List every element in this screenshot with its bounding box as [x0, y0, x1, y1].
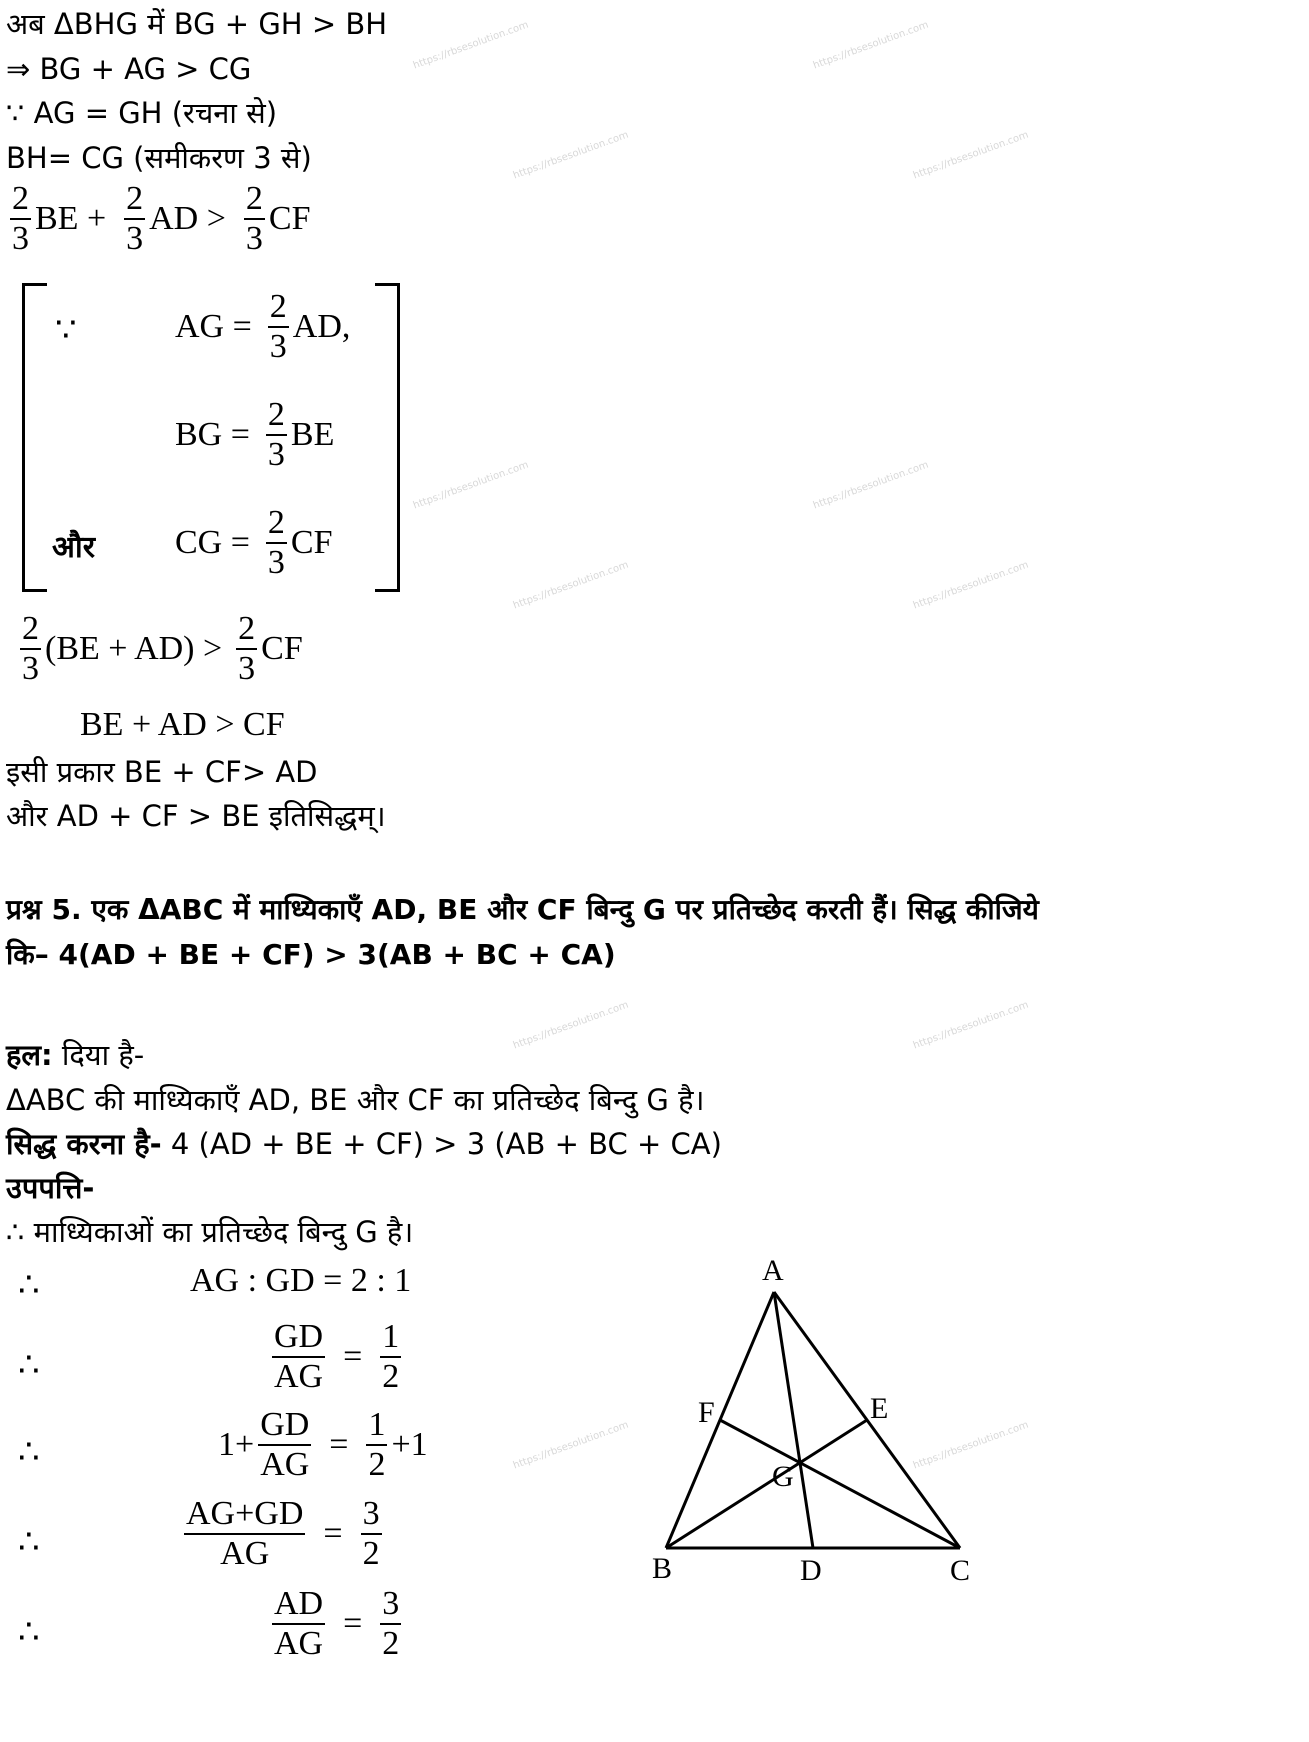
watermark: https://rbsesolution.com — [411, 459, 531, 512]
therefore-symbol: ∴ — [18, 1614, 40, 1651]
bracket-row-cg: CG = $\frac{2}{3}$ CF — [175, 504, 333, 581]
point-d-label: D — [800, 1554, 822, 1587]
derivation-row: AG : GD = 2 : 1 — [190, 1262, 412, 1299]
fraction: $\frac{AD}{AG}$ — [274, 1585, 324, 1662]
therefore-symbol: ∴ — [18, 1347, 40, 1384]
derivation-row: $\frac{AD}{AG}$ = $\frac{3}{2}$ — [274, 1585, 400, 1662]
bracket-row-bg: BG = $\frac{2}{3}$ BE — [175, 396, 335, 473]
equation-row: $\frac{2}{3}$ (BE + AD) > $\frac{2}{3}$ CF — [22, 610, 303, 687]
equation-text: BE + — [35, 200, 107, 237]
and-word: और — [52, 530, 95, 565]
vertex-b-label: B — [652, 1552, 673, 1585]
therefore-symbol: ∴ — [18, 1524, 40, 1561]
text-line: ∵ AG = GH (रचना से) — [6, 96, 278, 130]
text-line: BH= CG (समीकरण 3 से) — [6, 141, 312, 175]
vertex-a-label: A — [762, 1254, 784, 1287]
derivation-row: $\frac{GD}{AG}$ = $\frac{1}{2}$ — [274, 1318, 400, 1395]
watermark: https://rbsesolution.com — [911, 559, 1031, 612]
derivation-row: 1+ $\frac{GD}{AG}$ = $\frac{1}{2}$ +1 — [218, 1406, 428, 1483]
to-prove-line: सिद्ध करना है- 4 (AD + BE + CF) > 3 (AB + BC + CA) — [6, 1127, 722, 1161]
text-line: ⇒ BG + AG > CG — [6, 52, 252, 86]
watermark: https://rbsesolution.com — [511, 999, 631, 1052]
question-line: प्रश्न 5. एक ΔABC में माध्यिकाएँ AD, BE और CF बिन्दु G पर प्रतिच्छेद करती हैं। सिद्ध कीजिये — [6, 893, 1039, 926]
derivation-row: $\frac{AG+GD}{AG}$ = $\frac{3}{2}$ — [186, 1495, 380, 1572]
fraction: $\frac{1}{2}$ — [368, 1406, 386, 1483]
fraction: $\frac{2}{3}$ — [245, 180, 263, 257]
equation-text: AD > — [149, 200, 226, 237]
equation-row: BE + AD > CF — [80, 706, 285, 743]
equation-row — [6, 182, 311, 256]
fraction: $\frac{2}{3}$ — [269, 288, 287, 365]
fraction: $\frac{2}{3}$ — [126, 180, 144, 257]
text-line: ∴ माध्यिकाओं का प्रतिच्छेद बिन्दु G है। — [6, 1215, 414, 1249]
watermark: https://rbsesolution.com — [511, 559, 631, 612]
watermark: https://rbsesolution.com — [911, 129, 1031, 182]
median-ad — [774, 1292, 813, 1548]
watermark: https://rbsesolution.com — [511, 129, 631, 182]
fraction: $\frac{AG+GD}{AG}$ — [186, 1495, 304, 1572]
proof-heading: उपपत्ति- — [6, 1171, 95, 1205]
watermark: https://rbsesolution.com — [411, 19, 531, 72]
fraction: $\frac{2}{3}$ — [267, 504, 285, 581]
watermark: https://rbsesolution.com — [911, 1419, 1031, 1472]
text-line: इसी प्रकार BE + CF> AD — [6, 755, 318, 789]
watermark: https://rbsesolution.com — [511, 1419, 631, 1472]
centroid-g-label: G — [772, 1460, 794, 1493]
vertex-c-label: C — [950, 1554, 971, 1587]
fraction: $\frac{2}{3}$ — [12, 180, 29, 257]
left-bracket — [22, 283, 47, 592]
bracket-row-ag: AG = $\frac{2}{3}$ AD, — [175, 288, 351, 365]
therefore-symbol: ∴ — [18, 1434, 40, 1471]
fraction: $\frac{1}{2}$ — [382, 1318, 400, 1395]
text-line: और AD + CF > BE इतिसिद्धम्। — [6, 799, 386, 833]
fraction: $\frac{3}{2}$ — [362, 1495, 380, 1572]
right-bracket — [375, 283, 400, 592]
watermark: https://rbsesolution.com — [911, 999, 1031, 1052]
fraction: $\frac{3}{2}$ — [382, 1585, 400, 1662]
triangle-figure — [640, 1250, 990, 1590]
point-f-label: F — [698, 1396, 715, 1429]
fraction: $\frac{2}{3}$ — [238, 610, 256, 687]
fraction: $\frac{2}{3}$ — [22, 610, 39, 687]
question-line: कि– 4(AD + BE + CF) > 3(AB + BC + CA) — [6, 938, 616, 971]
equation-text: CF — [268, 200, 311, 237]
text-line: ΔABC की माध्यिकाएँ AD, BE और CF का प्रतिच्छेद बिन्दु G है। — [6, 1083, 705, 1117]
watermark: https://rbsesolution.com — [811, 19, 931, 72]
solution-given-heading: हल: दिया है- — [6, 1038, 145, 1072]
because-symbol: ∵ — [55, 312, 77, 349]
therefore-symbol: ∴ — [18, 1267, 40, 1304]
point-e-label: E — [870, 1392, 889, 1425]
fraction: $\frac{GD}{AG}$ — [274, 1318, 324, 1395]
watermark: https://rbsesolution.com — [811, 459, 931, 512]
fraction: $\frac{2}{3}$ — [267, 396, 285, 473]
fraction: $\frac{GD}{AG}$ — [260, 1406, 310, 1483]
median-cf — [720, 1420, 960, 1548]
text-line: अब ΔBHG में BG + GH > BH — [6, 7, 388, 41]
